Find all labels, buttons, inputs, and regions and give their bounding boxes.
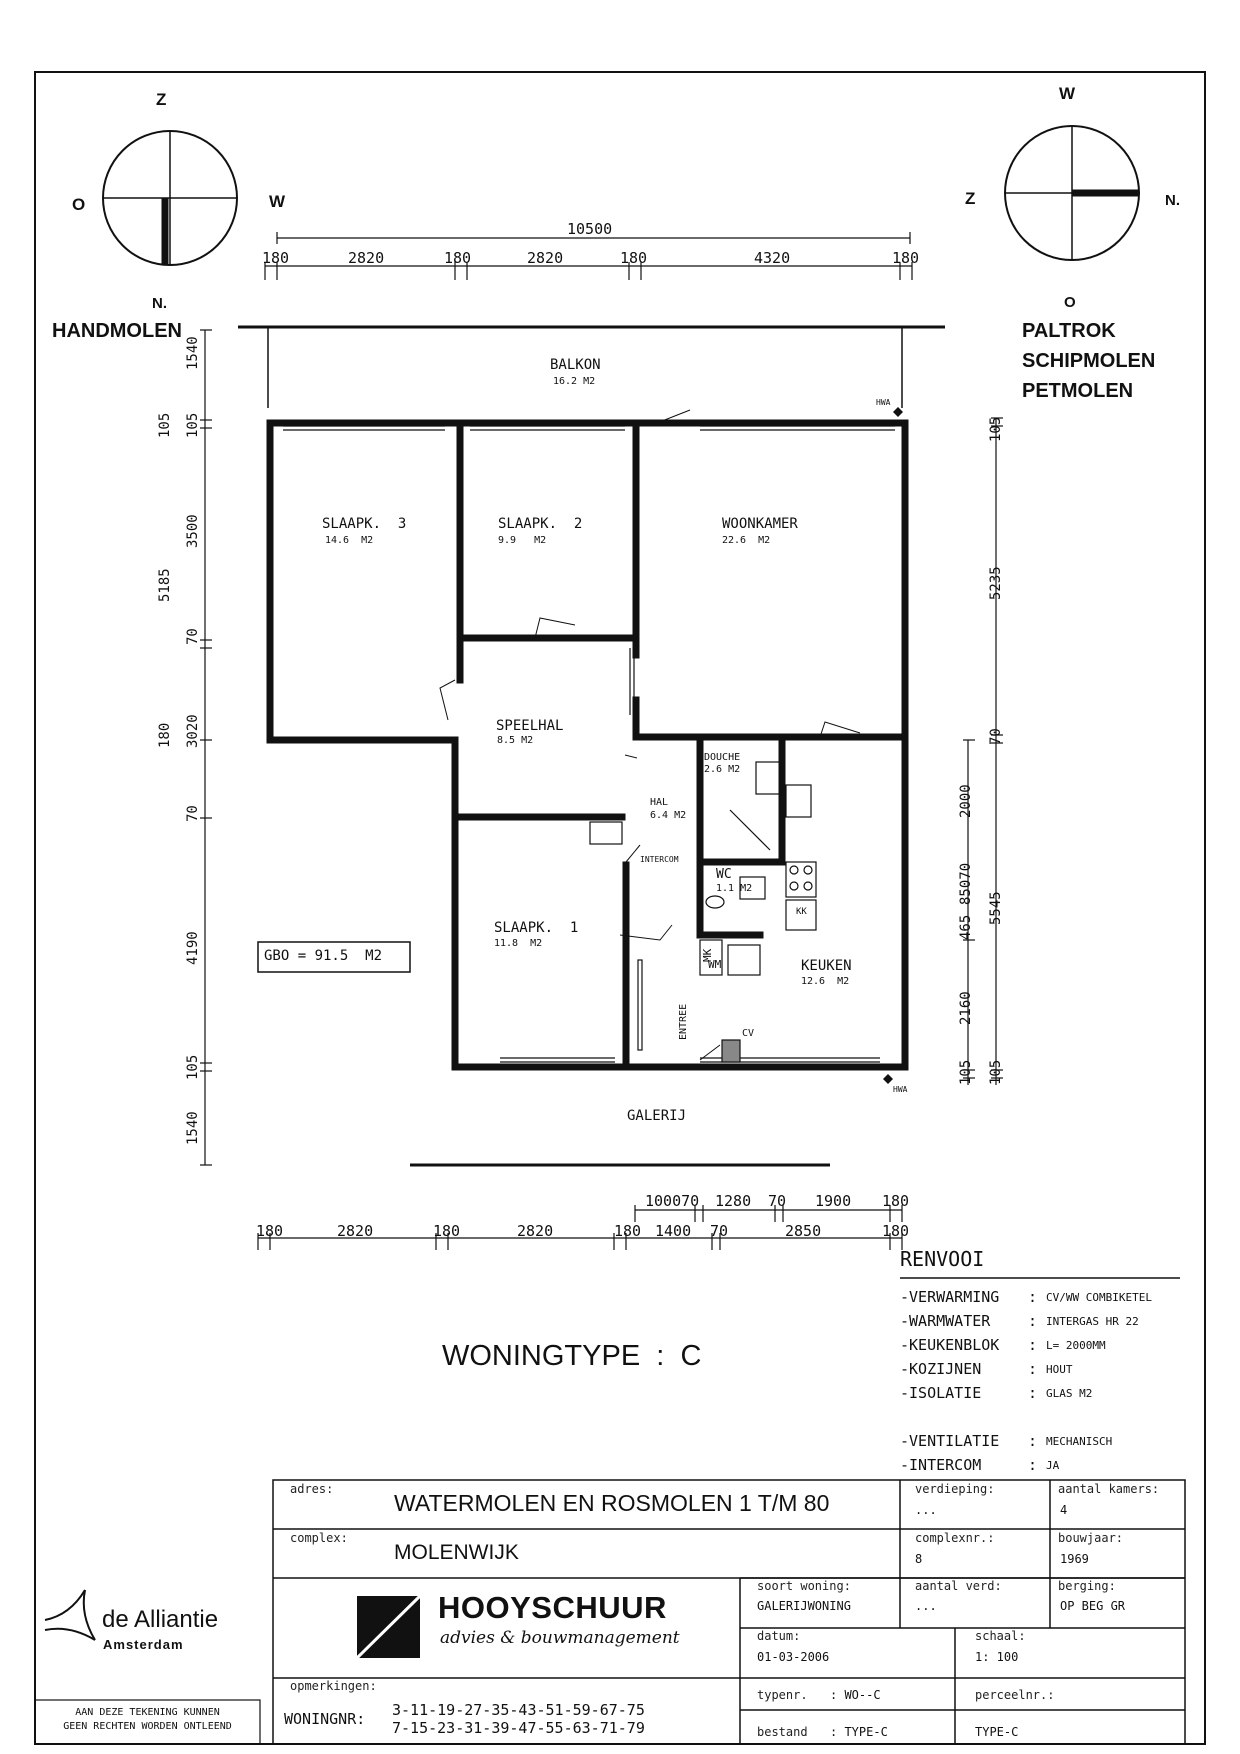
dim-left: 5185 xyxy=(157,568,173,602)
compass-right xyxy=(1005,126,1139,260)
sink-kitchen xyxy=(786,785,811,817)
room-woonkamer-name: WOONKAMER xyxy=(722,516,798,532)
room-balkon-name: BALKON xyxy=(550,357,601,373)
cv-label: CV xyxy=(742,1028,755,1039)
renvooi-label: -WARMWATER xyxy=(900,1312,991,1330)
mill-right-1: PALTROK xyxy=(1022,320,1116,342)
renvooi-row: -KOZIJNEN : HOUT xyxy=(900,1360,1073,1378)
hooyschuur-logo-mark xyxy=(357,1596,420,1658)
alliantie-logo-mark xyxy=(45,1590,95,1640)
tb-opm-label: opmerkingen: xyxy=(290,1679,377,1693)
renvooi-row: -INTERCOM : JA xyxy=(900,1456,1060,1474)
tb-complexnr-label: complexnr.: xyxy=(915,1531,995,1545)
renvooi-row: -VENTILATIE : MECHANISCH xyxy=(900,1432,1113,1450)
room-douche-name: DOUCHE xyxy=(704,752,741,763)
renvooi-label: -VERWARMING xyxy=(900,1288,1000,1306)
tb-woningnr-2: 7-15-23-31-39-47-55-63-71-79 xyxy=(392,1719,645,1737)
room-hal-area: 6.4 M2 xyxy=(650,810,687,821)
tb-schaal-label: schaal: xyxy=(975,1629,1026,1643)
tb-soort-label: soort woning: xyxy=(757,1579,851,1593)
tb-verdieping: ... xyxy=(915,1503,937,1517)
dim-left: 105 xyxy=(157,412,173,438)
tb-perceel-label: perceelnr.: xyxy=(975,1688,1055,1702)
dim-left: 70 xyxy=(185,628,201,645)
dim-left: 180 xyxy=(157,722,173,748)
room-wc-name: WC xyxy=(716,867,732,882)
tb-berging-label: berging: xyxy=(1058,1579,1116,1593)
dim-top-seg: 180 xyxy=(620,249,648,267)
tb-typenr: : WO--C xyxy=(830,1688,881,1702)
dim-bottom-lower: 180 xyxy=(433,1222,461,1240)
tb-soort: GALERIJWONING xyxy=(757,1599,851,1613)
dim-right: 70 xyxy=(988,728,1004,745)
compass-left xyxy=(103,131,237,265)
tb-datum: 01-03-2006 xyxy=(757,1650,830,1664)
renvooi-value: CV/WW COMBIKETEL xyxy=(1046,1291,1152,1304)
dim-right: 5235 xyxy=(988,566,1004,600)
renvooi-row: -VERWARMING : CV/WW COMBIKETEL xyxy=(900,1288,1152,1306)
room-slaapk2-name: SLAAPK. 2 xyxy=(498,516,583,532)
compass-left-bottom: N. xyxy=(152,295,167,312)
dim-left: 4190 xyxy=(185,931,201,965)
renvooi-row: -KEUKENBLOK : L= 2000MM xyxy=(900,1336,1106,1354)
dim-bottom-upper: 1280 xyxy=(715,1192,752,1210)
renvooi-value: HOUT xyxy=(1046,1363,1073,1376)
tb-complexnr: 8 xyxy=(915,1552,923,1566)
renvooi-value: MECHANISCH xyxy=(1046,1435,1113,1448)
intercom-label: INTERCOM xyxy=(640,855,679,864)
dim-bottom-lower: 70 xyxy=(710,1222,729,1240)
dim-top-seg: 4320 xyxy=(754,249,791,267)
room-balkon-area: 16.2 M2 xyxy=(553,376,596,387)
dim-right: 5545 xyxy=(988,891,1004,925)
hooyschuur-sub: advies & bouwmanagement xyxy=(440,1628,680,1648)
renvooi-label: -INTERCOM xyxy=(900,1456,982,1474)
dim-left: 1540 xyxy=(185,1111,201,1145)
tb-adres: WATERMOLEN EN ROSMOLEN 1 T/M 80 xyxy=(394,1490,830,1516)
renvooi-value: L= 2000MM xyxy=(1046,1339,1106,1352)
dim-top-seg: 180 xyxy=(892,249,920,267)
room-keuken-name: KEUKEN xyxy=(801,958,852,974)
tb-verd-label: aantal verd: xyxy=(915,1579,1002,1593)
dim-left: 105 xyxy=(185,1054,201,1080)
compass-left-top: Z xyxy=(156,90,167,109)
compass-right-top: W xyxy=(1059,84,1076,103)
dim-left: 3500 xyxy=(185,514,201,548)
dim-bottom-lower: 180 xyxy=(882,1222,910,1240)
dim-top-seg: 180 xyxy=(262,249,290,267)
tb-bestand-label: bestand xyxy=(757,1725,808,1739)
renvooi-label: -VENTILATIE xyxy=(900,1432,1000,1450)
disclaimer-line-1: AAN DEZE TEKENING KUNNEN xyxy=(75,1707,220,1718)
compass-right-right: N. xyxy=(1165,192,1180,209)
mk-label: MK xyxy=(701,948,714,962)
renvooi-label: -KEUKENBLOK xyxy=(900,1336,1000,1354)
room-douche-area: 2.6 M2 xyxy=(704,764,741,775)
renvooi-value: GLAS M2 xyxy=(1046,1387,1093,1400)
tb-bouwjaar: 1969 xyxy=(1060,1552,1089,1566)
compass-left-left: O xyxy=(72,195,86,214)
room-slaapk3-name: SLAAPK. 3 xyxy=(322,516,407,532)
tb-woningnr-label: WONINGNR: xyxy=(284,1710,366,1728)
compass-right-left: Z xyxy=(965,189,976,208)
renvooi-row: -WARMWATER : INTERGAS HR 22 xyxy=(900,1312,1139,1330)
entree-label: ENTREE xyxy=(678,1003,689,1040)
room-woonkamer-area: 22.6 M2 xyxy=(722,535,771,546)
room-slaapk3-area: 14.6 M2 xyxy=(325,535,374,546)
room-speelhal-name: SPEELHAL xyxy=(496,718,564,734)
dim-bottom-lower: 2820 xyxy=(517,1222,554,1240)
tb-bouwjaar-label: bouwjaar: xyxy=(1058,1531,1124,1545)
renvooi-value: INTERGAS HR 22 xyxy=(1046,1315,1139,1328)
left-dimensions xyxy=(200,330,212,1165)
dim-right: 2000 xyxy=(958,784,974,818)
alliantie-city: Amsterdam xyxy=(103,1637,184,1652)
hwa-label-bottom: HWA xyxy=(893,1085,908,1094)
tb-woningnr-1: 3-11-19-27-35-43-51-59-67-75 xyxy=(392,1701,645,1719)
room-slaapk1-area: 11.8 M2 xyxy=(494,938,543,949)
room-slaapk2-area: 9.9 M2 xyxy=(498,535,547,546)
room-speelhal-area: 8.5 M2 xyxy=(497,735,534,746)
sink-slaapk1 xyxy=(590,822,622,844)
room-keuken-area: 12.6 M2 xyxy=(801,976,850,987)
dim-bottom-lower: 1400 xyxy=(655,1222,692,1240)
dim-right: 2160 xyxy=(958,991,974,1025)
hooyschuur-name: HOOYSCHUUR xyxy=(438,1590,667,1625)
dim-right: 105 xyxy=(988,416,1004,442)
renvooi-label: -KOZIJNEN xyxy=(900,1360,982,1378)
dim-right: 105 xyxy=(958,1059,974,1085)
tb-typenr-label: typenr. xyxy=(757,1688,808,1702)
dim-left: 70 xyxy=(185,805,201,822)
dim-bottom-lower: 180 xyxy=(256,1222,284,1240)
compass-right-bottom: O xyxy=(1064,294,1076,311)
tb-bestand: : TYPE-C xyxy=(830,1725,888,1739)
dim-bottom-upper: 1900 xyxy=(815,1192,852,1210)
right-dimensions xyxy=(963,418,1003,1085)
dim-top-seg: 180 xyxy=(444,249,472,267)
dim-top-seg: 2820 xyxy=(527,249,564,267)
alliantie-name: de Alliantie xyxy=(102,1606,219,1633)
room-slaapk1-name: SLAAPK. 1 xyxy=(494,920,579,936)
tb-verdieping-label: verdieping: xyxy=(915,1482,995,1496)
tb-bestand-2: TYPE-C xyxy=(975,1725,1019,1739)
mill-right-2: SCHIPMOLEN xyxy=(1022,350,1156,372)
shower-diag xyxy=(730,810,770,850)
tb-schaal: 1: 100 xyxy=(975,1650,1019,1664)
disclaimer-line-2: GEEN RECHTEN WORDEN ONTLEEND xyxy=(63,1721,232,1732)
sink-douche xyxy=(756,762,781,794)
dim-bottom-upper: 100070 xyxy=(645,1192,700,1210)
mill-left-label: HANDMOLEN xyxy=(52,320,182,342)
room-wc-area: 1.1 M2 xyxy=(716,883,753,894)
room-hal-name: HAL xyxy=(650,797,669,808)
tb-kamers-label: aantal kamers: xyxy=(1058,1482,1160,1496)
renvooi-value: JA xyxy=(1046,1459,1060,1472)
dim-bottom-upper: 180 xyxy=(882,1192,910,1210)
renvooi-label: -ISOLATIE xyxy=(900,1384,982,1402)
dim-bottom-lower: 2850 xyxy=(785,1222,822,1240)
tb-berging: OP BEG GR xyxy=(1060,1599,1126,1613)
dim-top-total: 10500 xyxy=(567,220,613,238)
compass-left-right: W xyxy=(269,192,286,211)
tb-complex-label: complex: xyxy=(290,1531,348,1545)
dim-bottom-upper: 70 xyxy=(768,1192,787,1210)
tb-adres-label: adres: xyxy=(290,1482,334,1496)
tb-kamers: 4 xyxy=(1060,1503,1068,1517)
tb-datum-label: datum: xyxy=(757,1629,801,1643)
kk-label: KK xyxy=(796,907,807,917)
tb-verd: ... xyxy=(915,1599,937,1613)
dim-right: 465 xyxy=(958,914,974,940)
hwa-label-top: HWA xyxy=(876,398,891,407)
dim-left: 105 xyxy=(185,412,201,438)
wm-label: WM xyxy=(708,958,722,971)
renvooi-row: -ISOLATIE : GLAS M2 xyxy=(900,1384,1093,1402)
gbo-label: GBO = 91.5 M2 xyxy=(264,948,383,964)
dim-right: 85070 xyxy=(958,862,974,905)
dim-left: 3020 xyxy=(185,714,201,748)
dim-right: 105 xyxy=(988,1059,1004,1085)
dim-left: 1540 xyxy=(185,336,201,370)
dim-bottom-lower: 2820 xyxy=(337,1222,374,1240)
tb-complex: MOLENWIJK xyxy=(394,1541,519,1564)
mill-right-3: PETMOLEN xyxy=(1022,380,1134,402)
dim-bottom-lower: 180 xyxy=(614,1222,642,1240)
woningtype-heading: WONINGTYPE : C xyxy=(442,1340,702,1372)
renvooi-title: RENVOOI xyxy=(900,1247,985,1271)
galerij-label: GALERIJ xyxy=(627,1108,687,1124)
dim-top-seg: 2820 xyxy=(348,249,385,267)
